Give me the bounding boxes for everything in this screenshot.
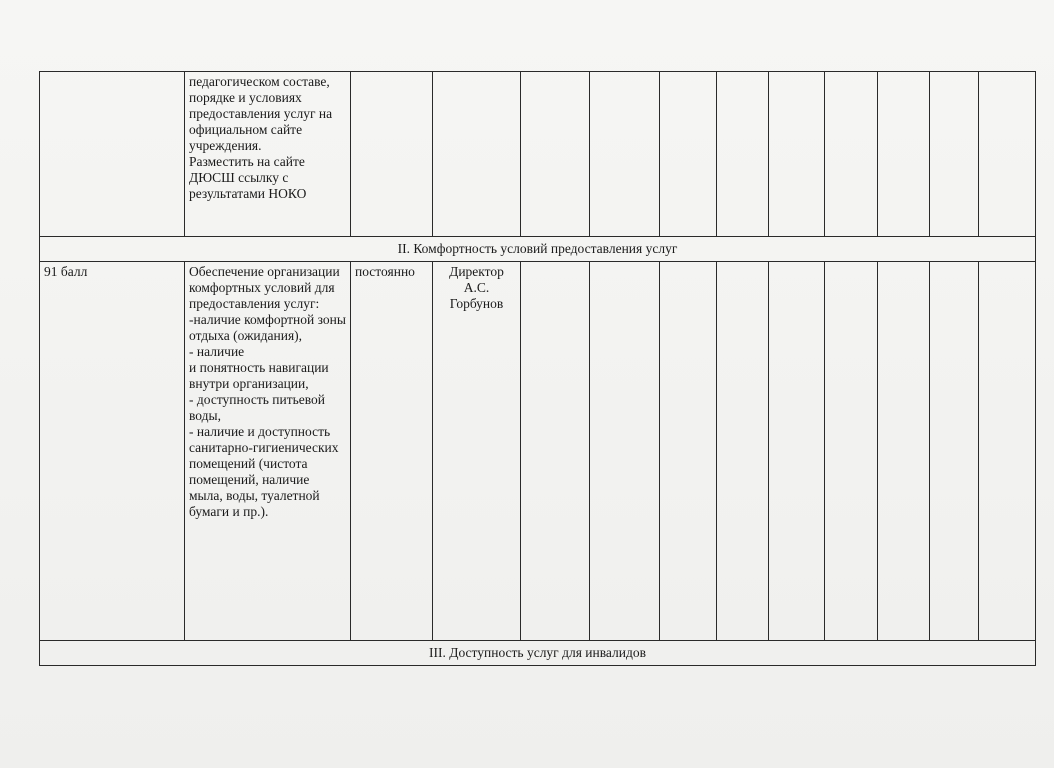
empty-cell [878,262,930,641]
section-title: II. Комфортность условий предоставления услуг [40,237,1036,262]
empty-cell [717,262,769,641]
responsible-cell [433,72,521,237]
empty-cell [521,72,590,237]
measure-text: педагогическом составе, порядке и условиях предоставления услуг на официальном сайте учреждения. Разместить на сайте ДЮСШ ссылку с результатами НОКО [189,74,333,201]
empty-cell [930,262,979,641]
empty-cell [878,72,930,237]
empty-cell [979,262,1036,641]
empty-cell [521,262,590,641]
section-header-row [40,237,1036,262]
empty-cell [590,262,660,641]
empty-cell [769,262,825,641]
measure-cell [185,72,351,237]
empty-cell [825,262,878,641]
responsible-cell [433,262,521,641]
empty-cell [769,72,825,237]
improvement-plan-table [39,71,1036,666]
measure-text: Обеспечение организации комфортных условий для предоставления услуг: -наличие комфортной зоны отдыха (ожидания), - наличие и понятность навигации внутри организации, - доступность питьевой воды, - наличие и доступность санитарно-гигиенических помещений (чистота помещений, наличие мыла, воды, туалетной бумаги и пр.). [189,264,346,519]
empty-cell [979,72,1036,237]
score-cell [40,72,185,237]
empty-cell [717,72,769,237]
section-title: III. Доступность услуг для инвалидов [40,641,1036,666]
empty-cell [825,72,878,237]
table-row-comfort [40,262,1036,641]
measure-cell [185,262,351,641]
responsible-text: Директор А.С. Горбунов [449,264,504,311]
empty-cell [590,72,660,237]
term-cell [351,72,433,237]
table-row-continued [40,72,1036,237]
score-cell: 91 балл [40,262,185,641]
section-header-row [40,641,1036,666]
empty-cell [930,72,979,237]
empty-cell [660,72,717,237]
empty-cell [660,262,717,641]
term-cell: постоянно [351,262,433,641]
